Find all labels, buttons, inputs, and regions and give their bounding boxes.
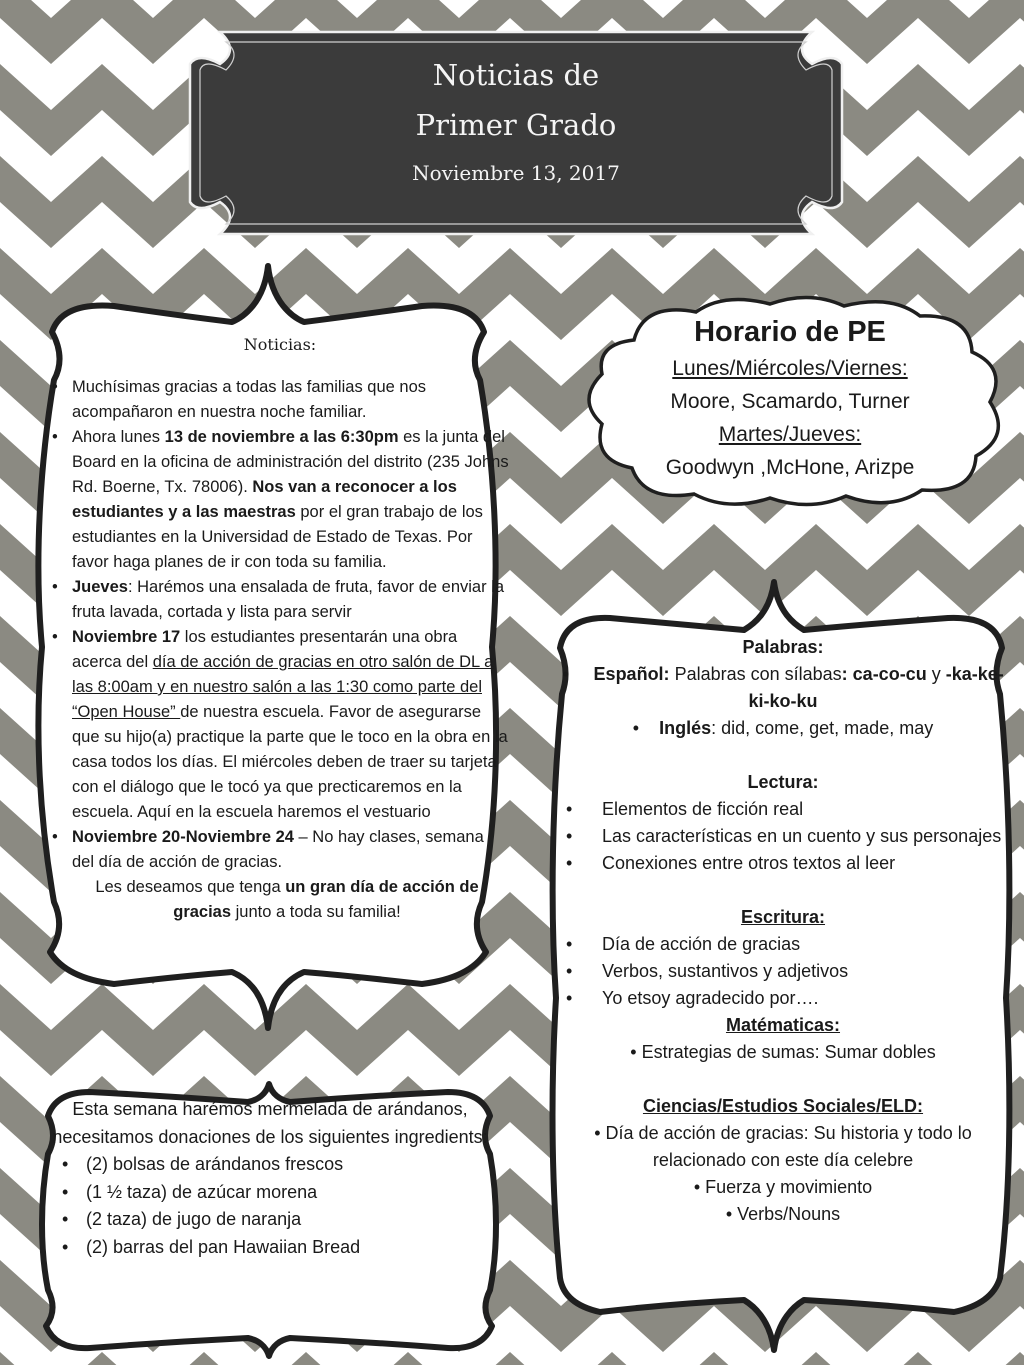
pe-title: Horario de PE bbox=[694, 316, 886, 348]
pe-days-tth-text: Martes/Jueves: bbox=[718, 423, 862, 446]
espanol-syllables-2: -ka-ke-ki-ko-ku bbox=[748, 664, 1004, 711]
closing-text-a: Les deseamos que tenga bbox=[95, 878, 286, 896]
ingredients-intro: Esta semana harémos mermelada de arándanos, necesitamos donaciones de los siguientes ingredients: bbox=[52, 1099, 488, 1147]
pe-teachers-tth: Goodwyn ,McHone, Arizpe bbox=[665, 456, 915, 479]
title-chalkboard bbox=[180, 24, 852, 242]
ingredient-item: • (2 taza) de jugo de naranja bbox=[86, 1206, 490, 1234]
ingredients-content bbox=[50, 1096, 490, 1261]
pe-days-tth bbox=[574, 418, 1006, 451]
news-item-board bbox=[72, 425, 510, 575]
palabras-espanol: • Español: Palabras con sílabas: ca-co-cu y -ka-ke-ki-ko-ku bbox=[562, 664, 1004, 711]
espanol-text: Palabras con sílabas bbox=[669, 664, 842, 684]
news-item-board-recognition: Nos van a reconocer a los estudiantes y a las maestras bbox=[72, 478, 457, 521]
ingredient-item: • (2) bolsas de arándanos frescos bbox=[86, 1151, 490, 1179]
escritura-item: • Verbos, sustantivos y adjetivos bbox=[602, 958, 1004, 985]
pe-schedule-cloud bbox=[574, 290, 1006, 512]
pe-content bbox=[574, 312, 1006, 484]
news-content bbox=[50, 332, 510, 925]
newsletter-date: Noviembre 13, 2017 bbox=[412, 161, 620, 185]
news-item-thanks-text: Muchísimas gracias a todas las familias que nos acompañaron en nuestra noche familiar. bbox=[72, 378, 426, 421]
ciencias-item: • Verbs/Nouns bbox=[562, 1201, 1004, 1228]
closing-text-b: junto a toda su familia! bbox=[231, 903, 401, 921]
espanol-syllables: : ca-co-cu bbox=[841, 664, 927, 684]
pe-days-mwf bbox=[574, 352, 1006, 385]
news-item-board-text-c: por el gran trabajo de los estudiantes en la Universidad de Estado de Texas. Por favor haga planes de ir con toda su familia. bbox=[72, 503, 483, 571]
news-item-play-underlined: día de acción de gracias en otro salón de DL a las 8:00am y en nuestro salón a las 1:30 como parte del “Open House” bbox=[72, 653, 494, 721]
news-item-board-text-a: Ahora lunes bbox=[72, 428, 165, 446]
news-item-fruit-day: Jueves bbox=[72, 578, 128, 596]
news-item-board-text-b: es la junta del Board en la oficina de administración del distrito (235 Johns Rd. Boerne, Tx. 78006). bbox=[72, 428, 509, 496]
news-item-play-text-b: de nuestra escuela. Favor de asegurarse que su hijo(a) practique la parte que le toco en la obra en la casa todos los días. El miércoles deben de traer su tarjeta con el diálogo que le tocó ya que precticaremos en la escuela. Aquí en la escuela haremos el vestuario bbox=[72, 703, 508, 821]
closing-bold: un gran día de acción de gracias bbox=[173, 878, 479, 921]
news-item-fruit-text: : Harémos una ensalada de fruta, favor de enviar la fruta lavada, cortada y lista para servir bbox=[72, 578, 505, 621]
ciencias-list bbox=[562, 1120, 1004, 1228]
espanol-and: y bbox=[926, 664, 946, 684]
title-line-2: Primer Grado bbox=[415, 108, 617, 142]
news-item-board-date: 13 de noviembre a las 6:30pm bbox=[164, 428, 399, 446]
news-item-play bbox=[72, 625, 510, 825]
news-item-play-date: Noviembre 17 bbox=[72, 628, 181, 646]
escritura-title bbox=[562, 904, 1004, 931]
escritura-item: • Día de acción de gracias bbox=[602, 931, 1004, 958]
palabras-title: Palabras: bbox=[742, 637, 824, 657]
news-item-fruit bbox=[72, 575, 510, 625]
lectura-item: • Elementos de ficción real bbox=[602, 796, 1004, 823]
ciencias-title bbox=[562, 1093, 1004, 1120]
news-item-play-text-a: los estudiantes presentarán una obra acerca del bbox=[72, 628, 458, 671]
escritura-list bbox=[562, 931, 1004, 1012]
ciencias-item: • Fuerza y movimiento bbox=[562, 1174, 1004, 1201]
subjects-content bbox=[562, 634, 1004, 1228]
ingles-text: : did, come, get, made, may bbox=[711, 718, 934, 738]
mate-list bbox=[562, 1039, 1004, 1066]
title-block bbox=[180, 50, 852, 188]
ingredients-panel bbox=[28, 1080, 510, 1358]
pe-days-mwf-text: Lunes/Miércoles/Viernes: bbox=[672, 357, 908, 380]
escritura-item: • Yo etsoy agradecido por…. bbox=[602, 985, 1004, 1012]
news-item-holiday-text: – No hay clases, semana del día de acción de gracias. bbox=[72, 828, 484, 871]
ingles-label: Inglés bbox=[659, 718, 712, 738]
news-heading: Noticias: bbox=[243, 335, 317, 354]
mate-item: • Estrategias de sumas: Sumar dobles bbox=[562, 1039, 1004, 1066]
espanol-label: Español: bbox=[593, 664, 670, 684]
news-closing bbox=[50, 875, 510, 925]
ciencias-title-text: Ciencias/Estudios Sociales/ELD: bbox=[642, 1096, 924, 1116]
subjects-panel bbox=[548, 578, 1014, 1353]
title-line-1: Noticias de bbox=[432, 58, 600, 92]
news-item-holiday bbox=[72, 825, 510, 875]
palabras-ingles: • Inglés: did, come, get, made, may bbox=[632, 718, 934, 738]
news-list bbox=[50, 375, 510, 875]
news-item-holiday-dates: Noviembre 20-Noviembre 24 bbox=[72, 828, 294, 846]
news-panel bbox=[22, 262, 514, 1032]
ingredients-list bbox=[50, 1151, 490, 1261]
mate-title bbox=[562, 1012, 1004, 1039]
lectura-item: • Las características en un cuento y sus personajes bbox=[602, 823, 1004, 850]
escritura-title-text: Escritura: bbox=[740, 907, 826, 927]
ciencias-item: • Día de acción de gracias: Su historia y todo lo relacionado con este día celebre bbox=[562, 1120, 1004, 1174]
mate-title-text: Matématicas: bbox=[725, 1015, 841, 1035]
lectura-item: • Conexiones entre otros textos al leer bbox=[602, 850, 1004, 877]
lectura-list bbox=[562, 796, 1004, 877]
lectura-title: Lectura: bbox=[747, 772, 819, 792]
ingredient-item: • (2) barras del pan Hawaiian Bread bbox=[86, 1234, 490, 1262]
ingredient-item: • (1 ½ taza) de azúcar morena bbox=[86, 1179, 490, 1207]
pe-teachers-mwf: Moore, Scamardo, Turner bbox=[670, 390, 910, 413]
news-item-thanks bbox=[72, 375, 510, 425]
